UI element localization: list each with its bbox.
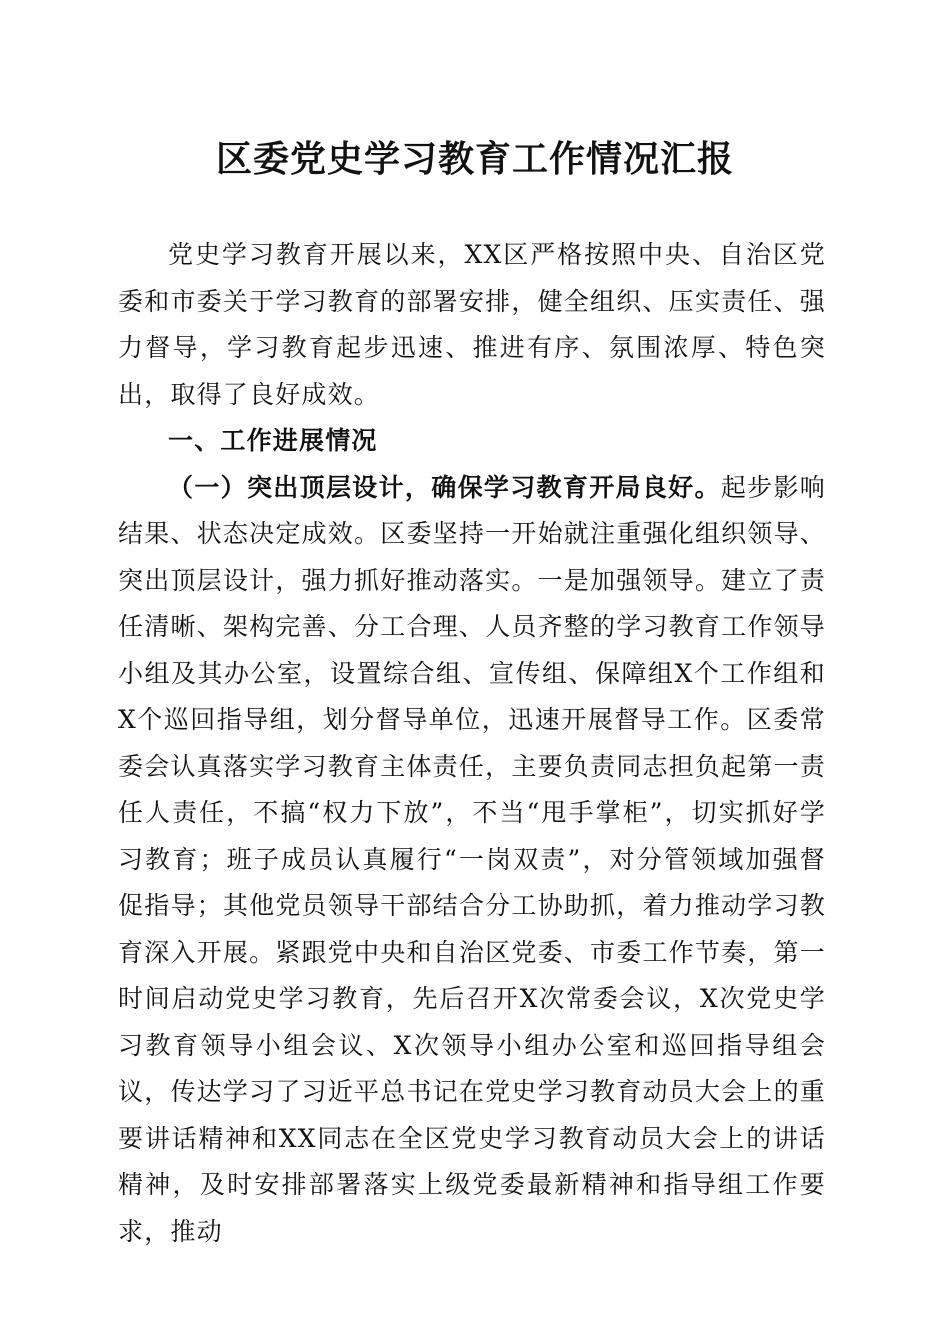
section-heading-1: 一、工作进展情况 <box>168 426 378 455</box>
subsection-paragraph-1 <box>118 465 826 1256</box>
document-title: 区委党史学习教育工作情况汇报 <box>215 138 734 180</box>
subsection-lead-1: （一）突出顶层设计，确保学习教育开局良好。 <box>168 472 721 502</box>
subsection-body-1: 起步影响结果、状态决定成效。区委坚持一开始就注重强化组织领导、突出顶层设计，强力抓好推动落实。一是加强领导。建立了责任清晰、架构完善、分工合理、人员齐整的学习教育工作领导小组及其办公室，设置综合组、宣传组、保障组X个工作组和X个巡回指导组，划分督导单位，迅速开展督导工作。区委常委会认真落实学习教育主体责任，主要负责同志担负起第一责任人责任，不搞“权力下放”，不当“甩手掌柜”，切实抓好学习教育；班子成员认真履行“一岗双责”，对分管领域加强督促指导；其他党员领导干部结合分工协助抓，着力推动学习教育深入开展。紧跟党中央和自治区党委、市委工作节奏，第一时间启动党史学习教育，先后召开X次常委会议，X次党史学习教育领导小组会议、X次领导小组办公室和巡回指导组会议，传达学习了习近平总书记在党史学习教育动员大会上的重要讲话精神和XX同志在全区党史学习教育动员大会上的讲话精神，及时安排部署落实上级党委最新精神和指导组工作要求，推动 <box>118 472 827 1246</box>
intro-paragraph: 党史学习教育开展以来，XX区严格按照中央、自治区党委和市委关于学习教育的部署安排，健全组织、压实责任、强力督导，学习教育起步迅速、推进有序、氛围浓厚、特色突出，取得了良好成效。 <box>118 240 826 409</box>
document-body <box>118 232 826 1255</box>
